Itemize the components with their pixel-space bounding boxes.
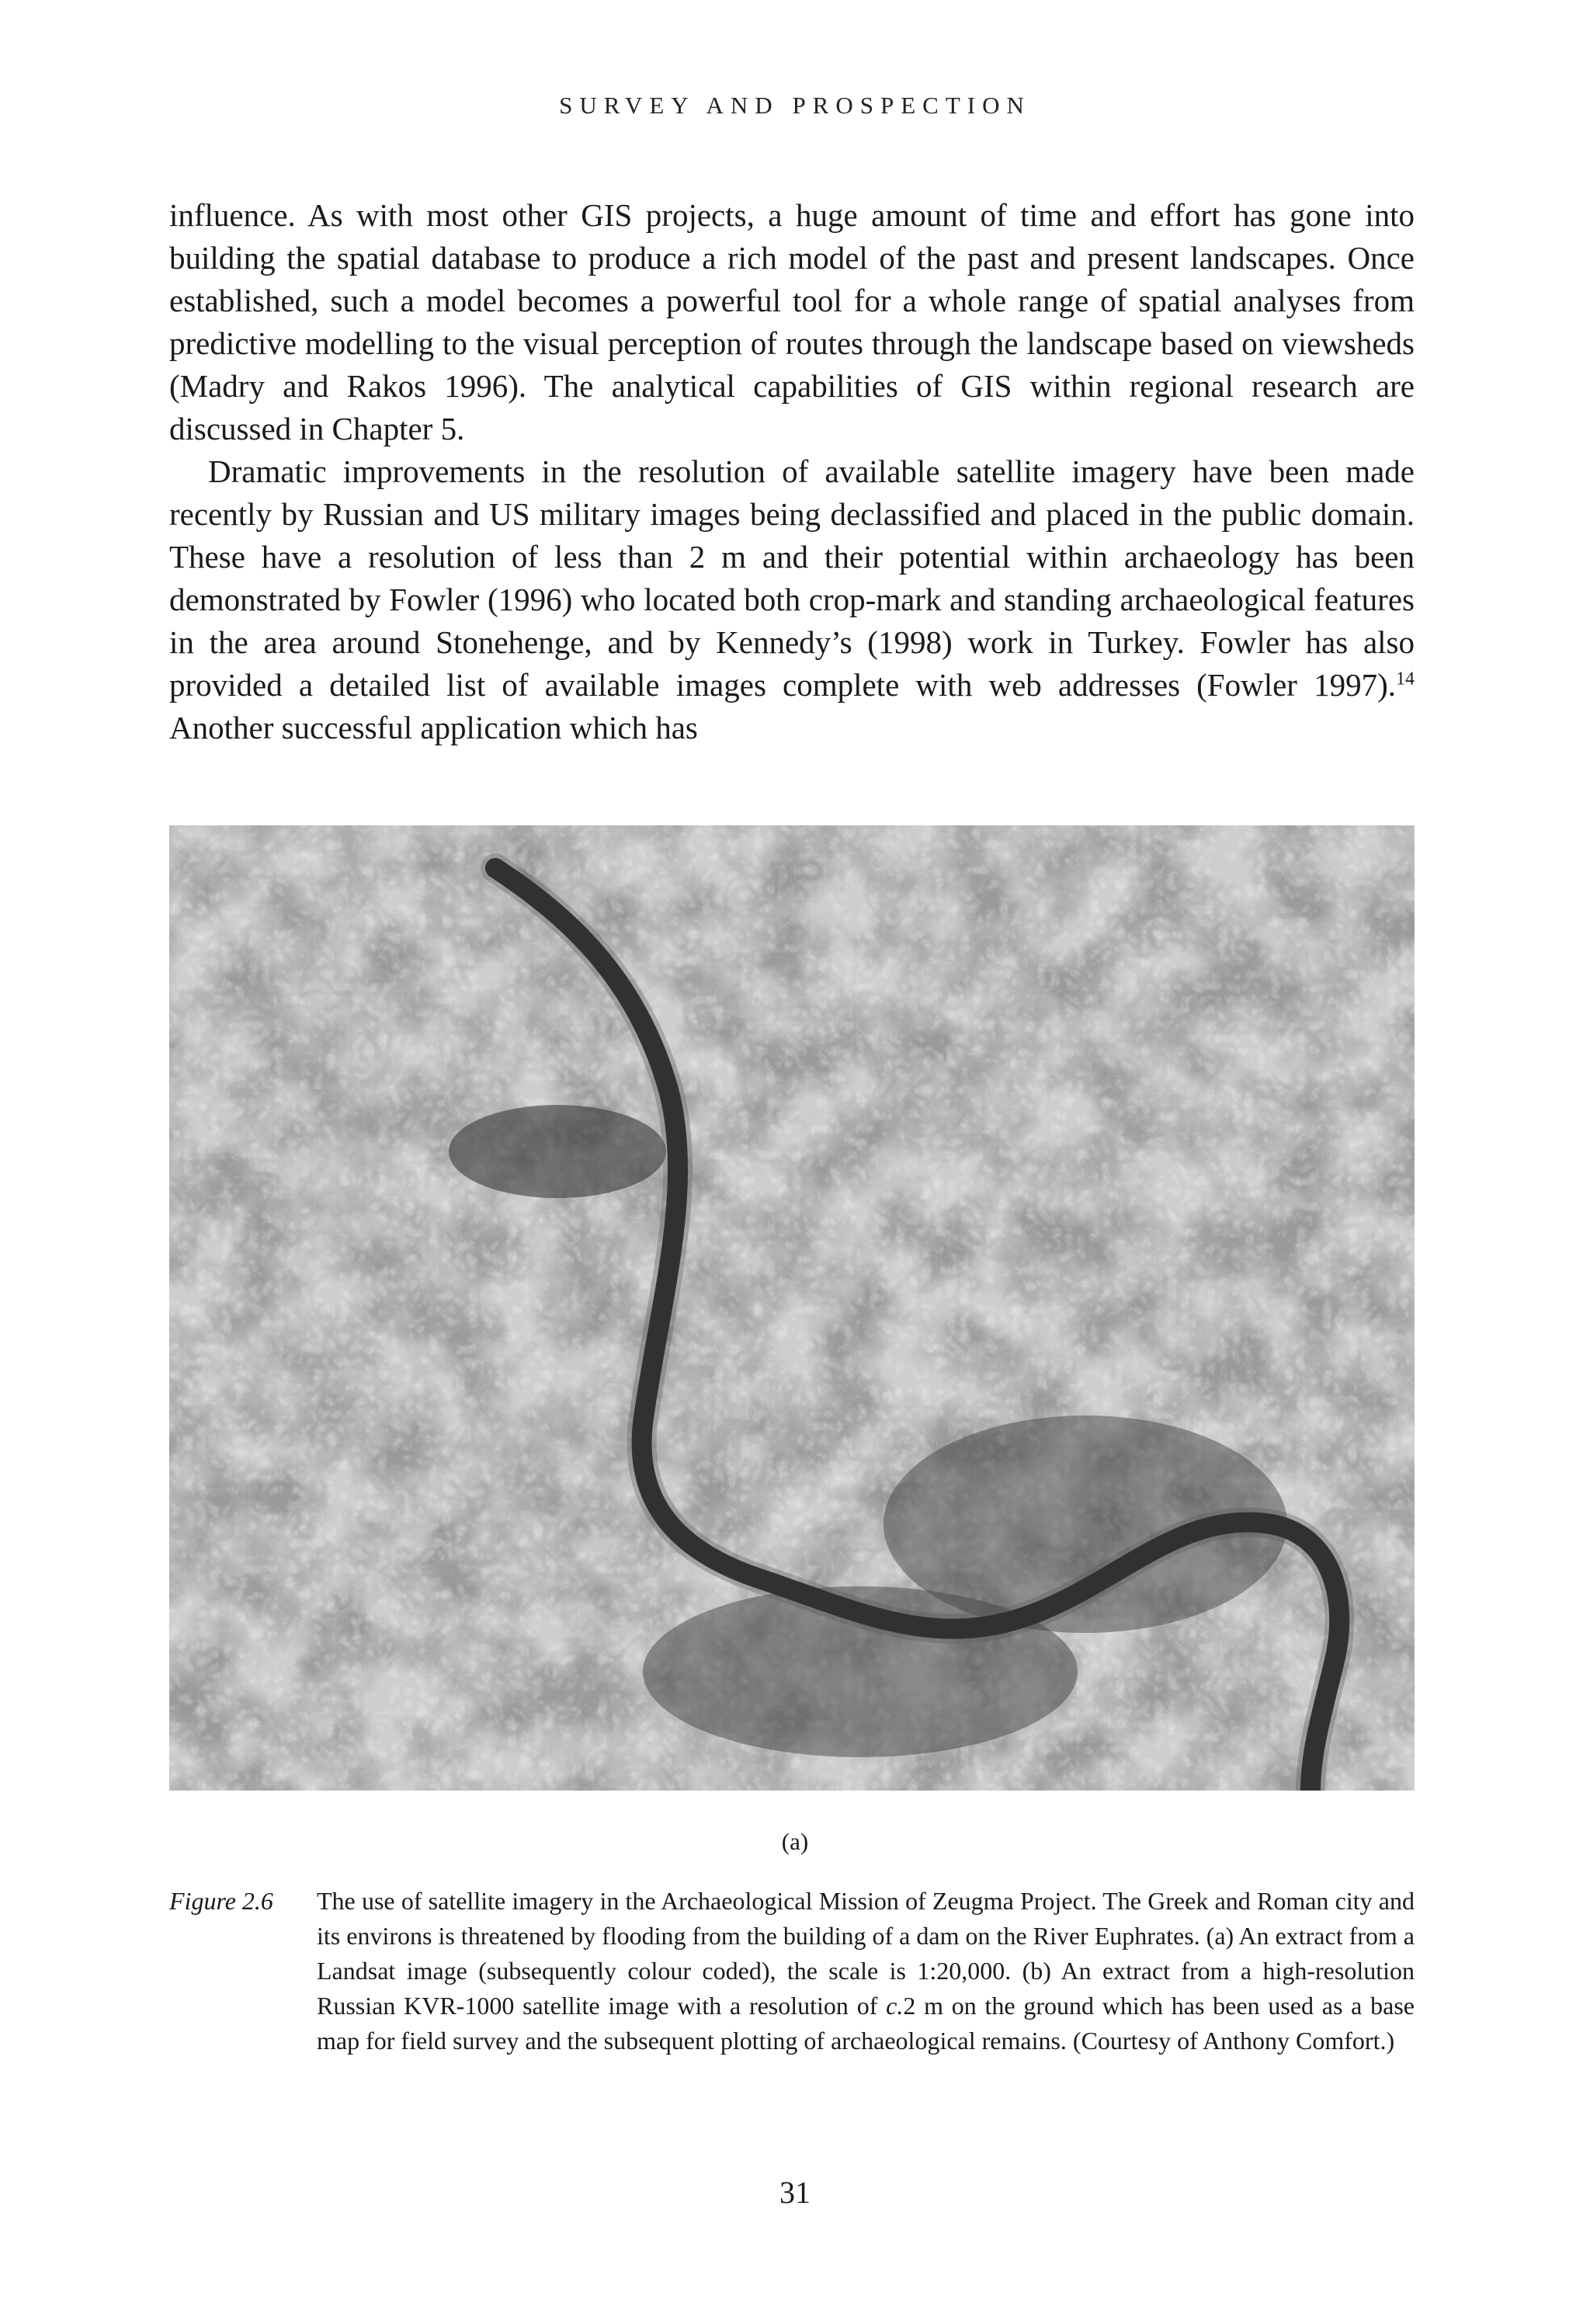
running-head: SURVEY AND PROSPECTION — [559, 92, 1031, 119]
caption-circa: c. — [886, 1992, 904, 2020]
satellite-image-drawing — [169, 825, 1415, 1791]
figure-caption-label: Figure 2.6 — [169, 1887, 273, 1915]
satellite-image — [169, 825, 1415, 1791]
dark-field-patch — [449, 1105, 666, 1198]
figure-panel-label: (a) — [781, 1828, 809, 1855]
caption-text-part: 2 m on the ground which has been used as a base map for field survey and the subsequent plotting of archaeological remains. (Courtesy of Anthony Comfort.) — [317, 1992, 1415, 2055]
body-text — [169, 194, 1415, 749]
paragraph-2-continuation: Another successful application which has — [169, 710, 698, 745]
footnote-ref-14[interactable]: 14 — [1396, 669, 1415, 690]
paragraph-2-text: Dramatic improvements in the resolution of available satellite imagery have been made recently by Russian and US military images being declassified and placed in the public domain. These have a resolution of less than 2 m and their potential within archaeology has been demonstrated by Fowler (1996) who located both crop-mark and standing archaeological features in the area around Stonehenge, and by Kennedy’s (1998) work in Turkey. Fowler has also provided a detailed list of available images complete with web addresses (Fowler 1997). — [169, 453, 1415, 703]
paragraph-2 — [169, 450, 1415, 749]
paragraph-1: influence. As with most other GIS projects, a huge amount of time and effort has gone into building the spatial database to produce a rich model of the past and present landscapes. Once established, such a model becomes a powerful tool for a whole range of spatial analyses from predictive modelling to the visual perception of routes through the landscape based on viewsheds (Madry and Rakos 1996). The analytical capabilities of GIS within regional research are discussed in Chapter 5. — [169, 197, 1415, 446]
caption-text-part: The use of satellite imagery in the Archaeological Mission of Zeugma Project. The Greek and Roman city and its environs is threatened by flooding from the building of a dam on the River Euphrates. (a) An extract from a Landsat image (subsequently colour coded), the scale is 1:20,000. (b) An extract from a high-resolution Russian KVR-1000 satellite image with a resolution of — [317, 1887, 1415, 2020]
page-number: 31 — [779, 2175, 811, 2210]
figure-caption-text — [317, 1884, 1415, 2058]
